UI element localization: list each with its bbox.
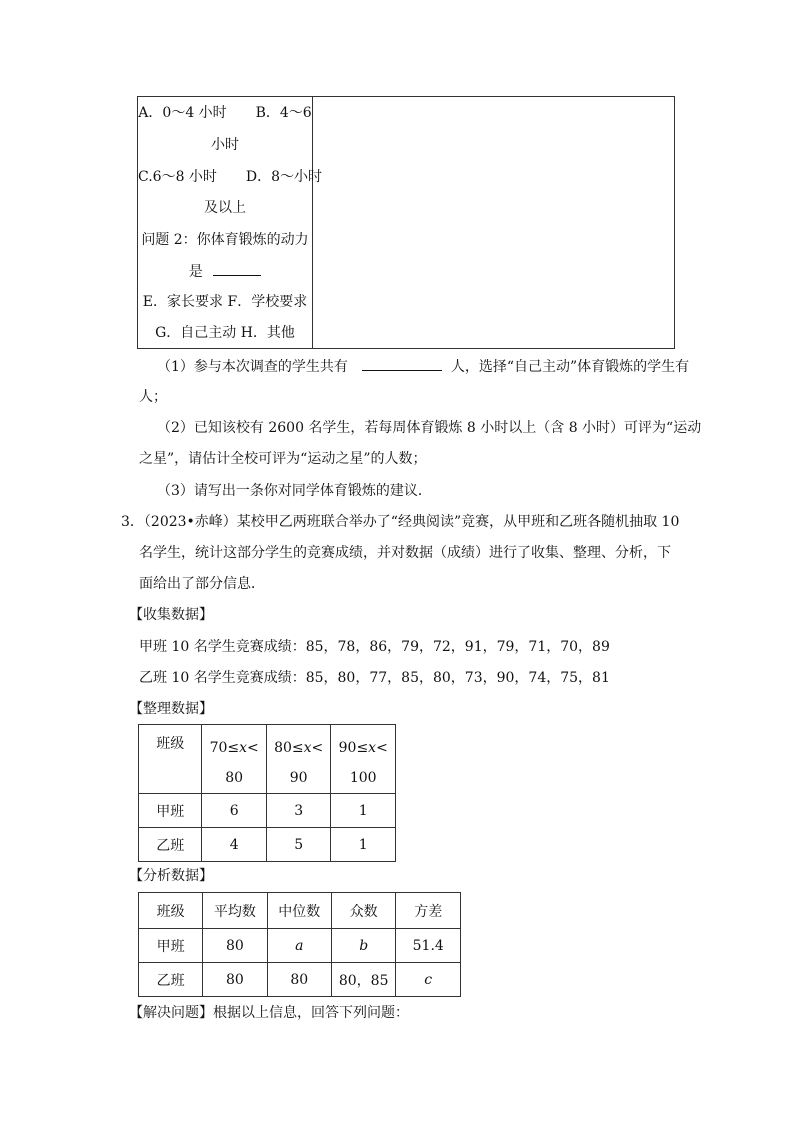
problem-3-line1: 3．（2023•赤峰）某校甲乙两班联合举办了“经典阅读”竞赛，从甲班和乙班各随机抽取 10 [121,514,680,530]
option-a: A．0～4 小时 [138,105,227,121]
header-range-90 [331,725,396,794]
analyze-data-heading: 【分析数据】 [129,868,213,884]
options-a-b [138,103,312,123]
cell: 4 [202,828,267,862]
cell: 51.4 [396,929,461,963]
option-b: B．4～6 [255,105,312,121]
survey-table [137,96,675,349]
problem-3-line3: 面给出了部分信息． [139,576,265,592]
organize-data-heading: 【整理数据】 [129,701,213,717]
header-class: 班级 [139,893,203,929]
option-c: C.6～8 小时 [138,169,217,185]
option-d-continued: 及以上 [204,200,246,216]
cell: c [396,963,461,997]
question-2-is: 是 [188,264,203,280]
cell: 1 [331,794,396,828]
organize-table [138,724,396,862]
option-f: F．学校要求 [227,294,308,310]
option-e: E．家长要求 [142,294,224,310]
class-b-scores: 乙班 10 名学生竞赛成绩：85，80，77，85，80，73，90，74，75，81 [139,670,610,686]
analyze-table [138,892,461,997]
cell: a [267,929,331,963]
header-class: 班级 [139,725,202,794]
question-2-line1: （2）已知该校有 2600 名学生，若每周体育锻炼 8 小时以上（含 8 小时）可评为“运动 [157,420,702,436]
cell: 3 [266,794,331,828]
header-mean: 平均数 [203,893,267,929]
cell: 6 [202,794,267,828]
question-2-line2: 之星”，请估计全校可评为“运动之星”的人数； [139,451,427,467]
question-1-line [157,356,689,377]
range-70-top: 70≤x< [209,740,259,756]
question-2-line1: 问题 2：你体育锻炼的动力 [141,232,309,248]
option-h: H．其他 [240,325,295,341]
row-class-a: 甲班 [139,929,203,963]
header-variance: 方差 [396,893,461,929]
table-row [139,963,461,997]
question-1-blank[interactable] [362,356,442,371]
header-range-80 [266,725,331,794]
option-b-continued: 小时 [211,137,239,153]
table-row [139,725,396,794]
cell: 80，85 [331,963,396,997]
question-1-part-a: （1）参与本次调查的学生共有 [157,359,348,375]
range-70-bottom: 80 [225,770,244,786]
cell: 80 [267,963,331,997]
cell: 5 [266,828,331,862]
class-a-scores: 甲班 10 名学生竞赛成绩：85，78，86，79，72，91，79，71，70，89 [139,639,610,655]
table-row [139,929,461,963]
row-class-a: 甲班 [139,794,202,828]
row-class-b: 乙班 [139,828,202,862]
range-80-bottom: 90 [289,770,308,786]
answer-blank[interactable] [213,261,261,276]
range-90-bottom: 100 [349,770,377,786]
table-row [139,794,396,828]
collect-data-heading: 【收集数据】 [129,607,213,623]
question-1-tail: 人； [139,389,167,405]
row-class-b: 乙班 [139,963,203,997]
cell: 80 [203,963,267,997]
cell: 1 [331,828,396,862]
table-row [139,828,396,862]
options-c-d [138,167,322,187]
question-2-line2 [138,261,312,282]
cell: b [331,929,396,963]
survey-options-cell [138,97,322,348]
header-range-70 [202,725,267,794]
solve-problem-heading: 【解决问题】根据以上信息，回答下列问题： [129,1005,409,1021]
options-e-f [138,292,312,312]
option-g: G．自己主动 [155,325,237,341]
table-divider [312,97,313,348]
question-3: （3）请写出一条你对同学体育锻炼的建议． [157,483,432,499]
option-d: D．8～小时 [245,169,322,185]
cell: 80 [203,929,267,963]
table-row [139,893,461,929]
header-median: 中位数 [267,893,331,929]
question-1-part-b: 人，选择“自己主动”体育锻炼的学生有 [450,359,690,375]
options-g-h [138,323,312,343]
header-mode: 众数 [331,893,396,929]
problem-3-line2: 名学生，统计这部分学生的竞赛成绩，并对数据（成绩）进行了收集、整理、分析，下 [139,545,671,561]
range-80-top: 80≤x< [274,740,324,756]
range-90-top: 90≤x< [338,740,388,756]
